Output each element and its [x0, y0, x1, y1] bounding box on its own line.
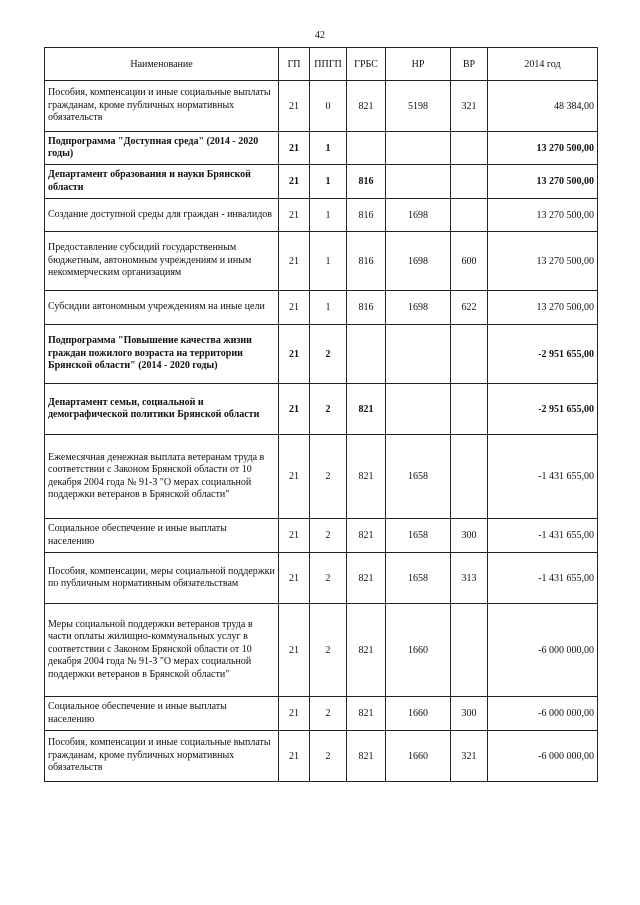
row-amount: -2 951 655,00	[488, 384, 598, 435]
row-gp: 21	[279, 731, 310, 782]
row-ppgp: 2	[310, 604, 347, 697]
row-amount: 13 270 500,00	[488, 232, 598, 291]
row-amount: 13 270 500,00	[488, 199, 598, 232]
row-ppgp: 1	[310, 132, 347, 165]
header-ppgp: ППГП	[310, 48, 347, 81]
row-gp: 21	[279, 132, 310, 165]
table-row	[45, 697, 598, 731]
row-vr: 321	[451, 81, 488, 132]
row-name: Меры социальной поддержки ветеранов труда в части оплаты жилищно-коммунальных услуг в соответствии с Законом Брянской области от 10 декабря 2004 года № 91-З "О мерах социальной поддержки ветеранов в Брянской области"	[45, 604, 279, 697]
row-name: Пособия, компенсации и иные социальные выплаты гражданам, кроме публичных нормативных обязательств	[45, 731, 279, 782]
row-nr: 5198	[386, 81, 451, 132]
row-gp: 21	[279, 325, 310, 384]
row-name: Пособия, компенсации, меры социальной поддержки по публичным нормативным обязательствам	[45, 553, 279, 604]
row-ppgp: 2	[310, 384, 347, 435]
row-amount: -1 431 655,00	[488, 435, 598, 519]
row-gp: 21	[279, 604, 310, 697]
row-ppgp: 1	[310, 232, 347, 291]
row-grbs: 816	[347, 165, 386, 199]
header-gp: ГП	[279, 48, 310, 81]
row-grbs: 821	[347, 81, 386, 132]
row-amount: -6 000 000,00	[488, 697, 598, 731]
row-gp: 21	[279, 697, 310, 731]
row-nr: 1658	[386, 435, 451, 519]
row-amount: -1 431 655,00	[488, 553, 598, 604]
table-row	[45, 81, 598, 132]
row-grbs	[347, 325, 386, 384]
row-grbs: 821	[347, 731, 386, 782]
row-amount: 13 270 500,00	[488, 291, 598, 325]
budget-table	[44, 47, 598, 782]
table-row	[45, 519, 598, 553]
row-ppgp: 2	[310, 519, 347, 553]
row-vr	[451, 165, 488, 199]
row-nr: 1660	[386, 604, 451, 697]
row-gp: 21	[279, 81, 310, 132]
row-name: Предоставление субсидий государственным бюджетным, автономным учреждениям и иным некоммерческим организациям	[45, 232, 279, 291]
row-ppgp: 1	[310, 291, 347, 325]
row-ppgp: 2	[310, 435, 347, 519]
row-ppgp: 0	[310, 81, 347, 132]
row-nr: 1658	[386, 519, 451, 553]
row-nr	[386, 384, 451, 435]
row-gp: 21	[279, 199, 310, 232]
row-nr: 1698	[386, 199, 451, 232]
row-vr	[451, 604, 488, 697]
table-row	[45, 199, 598, 232]
row-amount: -6 000 000,00	[488, 604, 598, 697]
header-grbs: ГРБС	[347, 48, 386, 81]
row-gp: 21	[279, 519, 310, 553]
row-vr: 300	[451, 519, 488, 553]
header-nr: НР	[386, 48, 451, 81]
table-row	[45, 232, 598, 291]
row-gp: 21	[279, 435, 310, 519]
row-nr	[386, 325, 451, 384]
table-row	[45, 553, 598, 604]
table-row	[45, 291, 598, 325]
table-row	[45, 165, 598, 199]
row-vr	[451, 199, 488, 232]
table-row	[45, 435, 598, 519]
table-row	[45, 384, 598, 435]
row-amount: -1 431 655,00	[488, 519, 598, 553]
table-row	[45, 604, 598, 697]
row-amount: 48 384,00	[488, 81, 598, 132]
row-grbs: 821	[347, 384, 386, 435]
row-grbs	[347, 132, 386, 165]
row-vr	[451, 384, 488, 435]
table-header-row	[45, 48, 598, 81]
header-name: Наименование	[45, 48, 279, 81]
row-name: Пособия, компенсации и иные социальные выплаты гражданам, кроме публичных нормативных обязательств	[45, 81, 279, 132]
row-vr: 622	[451, 291, 488, 325]
row-vr: 313	[451, 553, 488, 604]
row-amount: 13 270 500,00	[488, 132, 598, 165]
row-vr: 321	[451, 731, 488, 782]
row-amount: -6 000 000,00	[488, 731, 598, 782]
row-grbs: 821	[347, 519, 386, 553]
row-gp: 21	[279, 232, 310, 291]
row-gp: 21	[279, 553, 310, 604]
row-name: Социальное обеспечение и иные выплаты населению	[45, 697, 279, 731]
row-amount: 13 270 500,00	[488, 165, 598, 199]
row-amount: -2 951 655,00	[488, 325, 598, 384]
row-name: Социальное обеспечение и иные выплаты населению	[45, 519, 279, 553]
row-nr: 1698	[386, 291, 451, 325]
row-grbs: 816	[347, 291, 386, 325]
page-number: 42	[315, 30, 325, 41]
row-name: Департамент семьи, социальной и демографической политики Брянской области	[45, 384, 279, 435]
row-nr	[386, 132, 451, 165]
row-nr: 1658	[386, 553, 451, 604]
row-nr: 1698	[386, 232, 451, 291]
row-vr	[451, 325, 488, 384]
row-vr: 300	[451, 697, 488, 731]
row-grbs: 821	[347, 697, 386, 731]
row-vr: 600	[451, 232, 488, 291]
row-name: Ежемесячная денежная выплата ветеранам труда в соответствии с Законом Брянской области от 10 декабря 2004 года № 91-З "О мерах социальной поддержки ветеранов в Брянской области"	[45, 435, 279, 519]
row-grbs: 821	[347, 553, 386, 604]
row-grbs: 816	[347, 199, 386, 232]
row-ppgp: 2	[310, 697, 347, 731]
row-nr: 1660	[386, 697, 451, 731]
row-grbs: 816	[347, 232, 386, 291]
row-ppgp: 2	[310, 553, 347, 604]
table-row	[45, 731, 598, 782]
row-gp: 21	[279, 165, 310, 199]
row-ppgp: 1	[310, 165, 347, 199]
row-ppgp: 1	[310, 199, 347, 232]
row-ppgp: 2	[310, 731, 347, 782]
row-gp: 21	[279, 291, 310, 325]
header-vr: ВР	[451, 48, 488, 81]
row-ppgp: 2	[310, 325, 347, 384]
row-name: Департамент образования и науки Брянской области	[45, 165, 279, 199]
row-name: Создание доступной среды для граждан - инвалидов	[45, 199, 279, 232]
table-row	[45, 132, 598, 165]
row-grbs: 821	[347, 604, 386, 697]
row-nr	[386, 165, 451, 199]
row-name: Субсидии автономным учреждениям на иные цели	[45, 291, 279, 325]
header-year-2014: 2014 год	[488, 48, 598, 81]
row-vr	[451, 435, 488, 519]
row-vr	[451, 132, 488, 165]
row-gp: 21	[279, 384, 310, 435]
row-name: Подпрограмма "Повышение качества жизни граждан пожилого возраста на территории Брянской области" (2014 - 2020 годы)	[45, 325, 279, 384]
table-row	[45, 325, 598, 384]
row-nr: 1660	[386, 731, 451, 782]
row-name: Подпрограмма "Доступная среда" (2014 - 2020 годы)	[45, 132, 279, 165]
row-grbs: 821	[347, 435, 386, 519]
